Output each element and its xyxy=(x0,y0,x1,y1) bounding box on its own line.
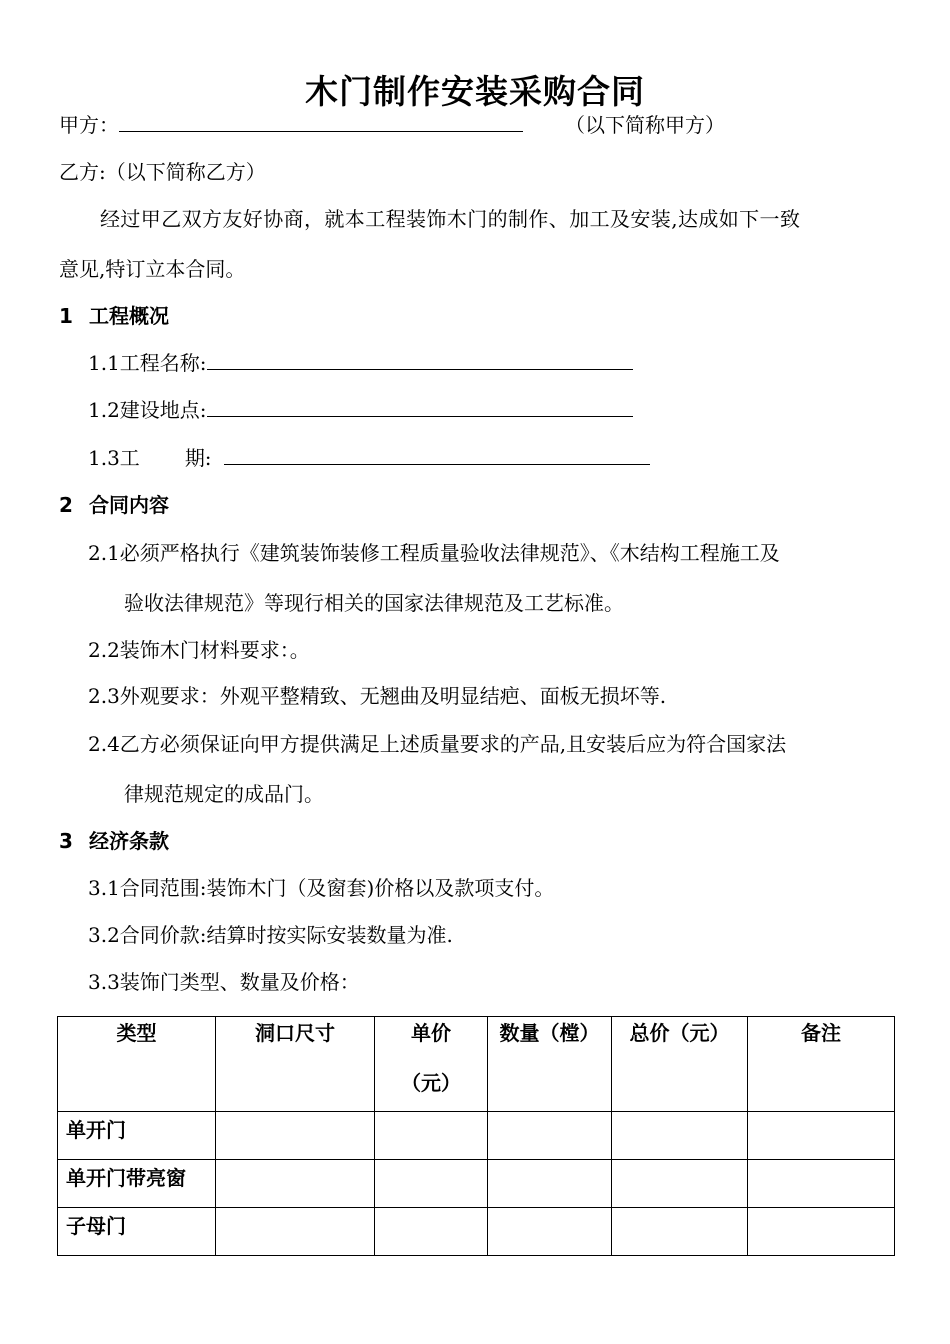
door-price-table xyxy=(57,1016,895,1256)
site-location-blank xyxy=(207,398,633,417)
item-1-1 xyxy=(88,351,633,375)
item-3-1: 3.1合同范围:装饰木门（及窗套)价格以及款项支付。 xyxy=(88,876,555,900)
table-cell xyxy=(612,1160,748,1208)
table-cell xyxy=(488,1112,612,1160)
row-type-single-door: 单开门 xyxy=(58,1112,216,1160)
party-a-line xyxy=(59,113,523,137)
table-cell xyxy=(216,1112,375,1160)
section-1-heading xyxy=(59,304,169,328)
header-quantity: 数量（樘） xyxy=(488,1017,612,1112)
item-1-3-label-a: 1.3工 xyxy=(88,446,140,470)
section-1-title: 工程概况 xyxy=(89,304,169,328)
header-type: 类型 xyxy=(58,1017,216,1112)
table-cell xyxy=(375,1208,488,1256)
table-cell xyxy=(375,1160,488,1208)
table-cell xyxy=(488,1208,612,1256)
intro-line-1: 经过甲乙双方友好协商，就本工程装饰木门的制作、加工及安装,达成如下一致 xyxy=(100,207,801,231)
party-b-line: 乙方:（以下简称乙方） xyxy=(59,160,266,184)
party-a-suffix: （以下简称甲方） xyxy=(565,113,725,137)
table-cell xyxy=(612,1208,748,1256)
table-cell xyxy=(748,1112,895,1160)
table-cell xyxy=(748,1160,895,1208)
item-3-3: 3.3装饰门类型、数量及价格： xyxy=(88,970,360,994)
item-2-1-line-1: 2.1必须严格执行《建筑装饰装修工程质量验收法律规范》、《木结构工程施工及 xyxy=(88,541,780,565)
party-a-blank xyxy=(119,113,523,132)
item-2-1-line-2: 验收法律规范》等现行相关的国家法律规范及工艺标准。 xyxy=(124,591,624,615)
item-1-1-label: 1.1工程名称: xyxy=(88,351,207,375)
item-1-3-label-b: 期: xyxy=(184,446,212,470)
item-1-2 xyxy=(88,398,633,422)
item-2-2: 2.2装饰木门材料要求：。 xyxy=(88,638,310,662)
section-2-heading xyxy=(59,493,169,517)
header-unit-price: 单价 （元） xyxy=(375,1017,488,1112)
section-3-number: 3 xyxy=(59,829,73,853)
section-1-number: 1 xyxy=(59,304,73,328)
table-cell xyxy=(612,1112,748,1160)
intro-line-2: 意见,特订立本合同。 xyxy=(59,257,246,281)
table-row xyxy=(58,1160,895,1208)
item-2-3: 2.3外观要求：外观平整精致、无翘曲及明显结疤、面板无损坏等. xyxy=(88,684,667,708)
section-2-title: 合同内容 xyxy=(89,493,169,517)
project-name-blank xyxy=(207,351,633,370)
item-2-4-line-1: 2.4乙方必须保证向甲方提供满足上述质量要求的产品,且安装后应为符合国家法 xyxy=(88,732,787,756)
table-cell xyxy=(216,1160,375,1208)
header-remark: 备注 xyxy=(748,1017,895,1112)
duration-blank xyxy=(224,446,650,465)
table-cell xyxy=(748,1208,895,1256)
party-a-label: 甲方： xyxy=(59,113,119,137)
row-type-mother-son-door: 子母门 xyxy=(58,1208,216,1256)
item-1-3 xyxy=(88,446,650,470)
table-cell xyxy=(216,1208,375,1256)
table-row xyxy=(58,1208,895,1256)
section-3-heading xyxy=(59,829,169,853)
item-3-2: 3.2合同价款:结算时按实际安装数量为准. xyxy=(88,923,453,947)
document-title: 木门制作安装采购合同 xyxy=(305,72,645,111)
item-1-2-label: 1.2建设地点: xyxy=(88,398,207,422)
item-2-4-line-2: 律规范规定的成品门。 xyxy=(124,782,324,806)
header-opening-size: 洞口尺寸 xyxy=(216,1017,375,1112)
header-total-price: 总价（元） xyxy=(612,1017,748,1112)
table-cell xyxy=(375,1112,488,1160)
table-header-row xyxy=(58,1017,895,1112)
table-row xyxy=(58,1112,895,1160)
section-3-title: 经济条款 xyxy=(89,829,169,853)
row-type-single-door-transom: 单开门带亮窗 xyxy=(58,1160,216,1208)
table-cell xyxy=(488,1160,612,1208)
section-2-number: 2 xyxy=(59,493,73,517)
